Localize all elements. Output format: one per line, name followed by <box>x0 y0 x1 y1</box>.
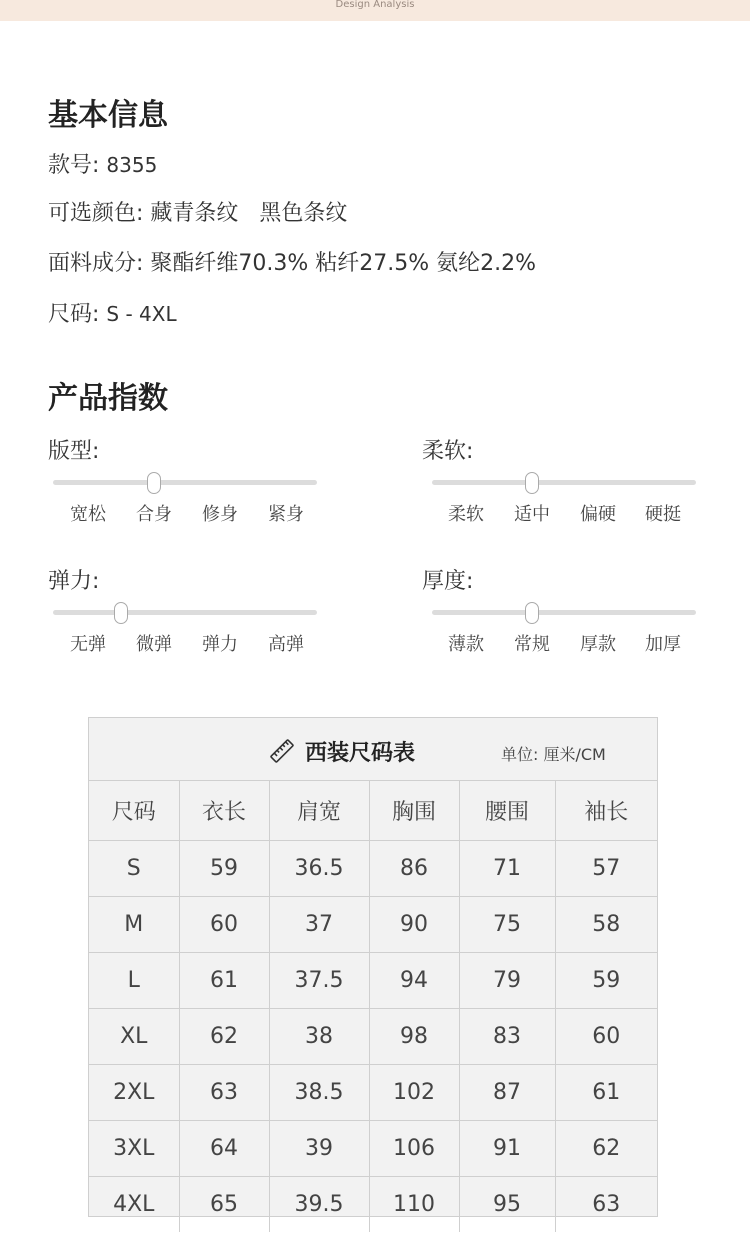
measure-cell: 71 <box>459 841 555 897</box>
size-table-unit: 单位: 厘米/CM <box>501 745 606 764</box>
table-row <box>89 1009 657 1065</box>
header-cell: 胸围 <box>369 780 459 841</box>
measure-cell: 91 <box>459 1121 555 1177</box>
table-row <box>89 841 657 897</box>
thickness-index-label: 厚度: <box>422 569 474 594</box>
elasticity-option: 弹力 <box>202 634 238 655</box>
measure-cell: 38.5 <box>269 1065 369 1121</box>
size-table <box>88 717 658 1217</box>
table-row <box>89 953 657 1009</box>
thickness-index <box>422 564 712 674</box>
size-range-label: 尺码: <box>48 302 100 327</box>
fit-option: 紧身 <box>268 504 304 525</box>
measure-cell: 95 <box>459 1177 555 1233</box>
fit-option: 修身 <box>202 504 238 525</box>
fit-index-track <box>53 480 317 485</box>
colors-value: 藏青条纹 黑色条纹 <box>150 201 348 226</box>
softness-index-knob <box>525 472 539 494</box>
fabric-label: 面料成分: <box>48 251 144 276</box>
measure-cell: 63 <box>179 1065 269 1121</box>
size-table-header <box>89 718 657 781</box>
measure-cell: 39.5 <box>269 1177 369 1233</box>
size-table-title: 西装尺码表 <box>305 741 416 766</box>
size-cell: 4XL <box>89 1177 179 1233</box>
measure-cell: 61 <box>179 953 269 1009</box>
measure-cell: 86 <box>369 841 459 897</box>
measure-cell: 57 <box>555 841 657 897</box>
thickness-option: 常规 <box>514 634 550 655</box>
measure-cell: 83 <box>459 1009 555 1065</box>
header-cell: 尺码 <box>89 780 179 841</box>
softness-index-track <box>432 480 696 485</box>
measure-cell: 37 <box>269 897 369 953</box>
fit-option: 宽松 <box>70 504 106 525</box>
measure-cell: 65 <box>179 1177 269 1233</box>
measure-cell: 75 <box>459 897 555 953</box>
measure-cell: 59 <box>179 841 269 897</box>
softness-index-label: 柔软: <box>422 439 474 464</box>
fabric-line <box>48 246 536 277</box>
elasticity-index-track <box>53 610 317 615</box>
style-number-line <box>48 148 157 179</box>
measure-cell: 61 <box>555 1065 657 1121</box>
softness-index <box>422 434 712 544</box>
size-cell: M <box>89 897 179 953</box>
banner-subtitle: Design Analysis <box>335 0 415 10</box>
measure-cell: 106 <box>369 1121 459 1177</box>
measure-cell: 62 <box>179 1009 269 1065</box>
thickness-option: 厚款 <box>580 634 616 655</box>
colors-line <box>48 196 347 227</box>
measure-cell: 37.5 <box>269 953 369 1009</box>
measure-cell: 102 <box>369 1065 459 1121</box>
size-cell: XL <box>89 1009 179 1065</box>
size-cell: 3XL <box>89 1121 179 1177</box>
size-cell: L <box>89 953 179 1009</box>
elasticity-option: 高弹 <box>268 634 304 655</box>
fit-index-label: 版型: <box>48 439 100 464</box>
softness-option: 柔软 <box>448 504 484 525</box>
measure-cell: 60 <box>179 897 269 953</box>
table-row <box>89 1177 657 1233</box>
ruler-icon <box>269 738 295 764</box>
measure-cell: 58 <box>555 897 657 953</box>
top-banner <box>0 0 750 21</box>
colors-label: 可选颜色: <box>48 201 144 226</box>
measure-cell: 36.5 <box>269 841 369 897</box>
measure-cell: 94 <box>369 953 459 1009</box>
fit-index <box>48 434 338 544</box>
style-number-label: 款号: <box>48 153 100 178</box>
thickness-option: 加厚 <box>645 634 681 655</box>
softness-option: 适中 <box>514 504 550 525</box>
thickness-index-track <box>432 610 696 615</box>
measure-cell: 62 <box>555 1121 657 1177</box>
fabric-value: 聚酯纤维70.3% 粘纤27.5% 氨纶2.2% <box>150 251 537 276</box>
thickness-option: 薄款 <box>448 634 484 655</box>
size-range-value: S - 4XL <box>106 302 177 326</box>
elasticity-option: 无弹 <box>70 634 106 655</box>
fit-option: 合身 <box>136 504 172 525</box>
measure-cell: 60 <box>555 1009 657 1065</box>
elasticity-index-label: 弹力: <box>48 569 100 594</box>
measure-cell: 39 <box>269 1121 369 1177</box>
softness-option: 偏硬 <box>580 504 616 525</box>
measure-cell: 64 <box>179 1121 269 1177</box>
thickness-index-knob <box>525 602 539 624</box>
table-row <box>89 897 657 953</box>
measure-cell: 38 <box>269 1009 369 1065</box>
elasticity-option: 微弹 <box>136 634 172 655</box>
header-cell: 袖长 <box>555 780 657 841</box>
table-row <box>89 1121 657 1177</box>
size-cell: 2XL <box>89 1065 179 1121</box>
measure-cell: 59 <box>555 953 657 1009</box>
size-range-line <box>48 297 177 328</box>
product-index-title: 产品指数 <box>48 381 168 416</box>
header-cell: 肩宽 <box>269 780 369 841</box>
style-number-value: 8355 <box>106 153 158 177</box>
basic-info-title: 基本信息 <box>48 98 168 133</box>
size-grid <box>89 780 657 1232</box>
measure-cell: 63 <box>592 1192 621 1217</box>
measure-cell: 87 <box>459 1065 555 1121</box>
size-header-row <box>89 780 657 841</box>
softness-option: 硬挺 <box>645 504 681 525</box>
measure-cell: 79 <box>459 953 555 1009</box>
elasticity-index-knob <box>114 602 128 624</box>
elasticity-index <box>48 564 338 674</box>
header-cell: 腰围 <box>459 780 555 841</box>
measure-cell: 98 <box>369 1009 459 1065</box>
size-cell: S <box>89 841 179 897</box>
measure-cell: 90 <box>369 897 459 953</box>
table-row <box>89 1065 657 1121</box>
measure-cell: 110 <box>369 1177 459 1233</box>
fit-index-knob <box>147 472 161 494</box>
header-cell: 衣长 <box>179 780 269 841</box>
